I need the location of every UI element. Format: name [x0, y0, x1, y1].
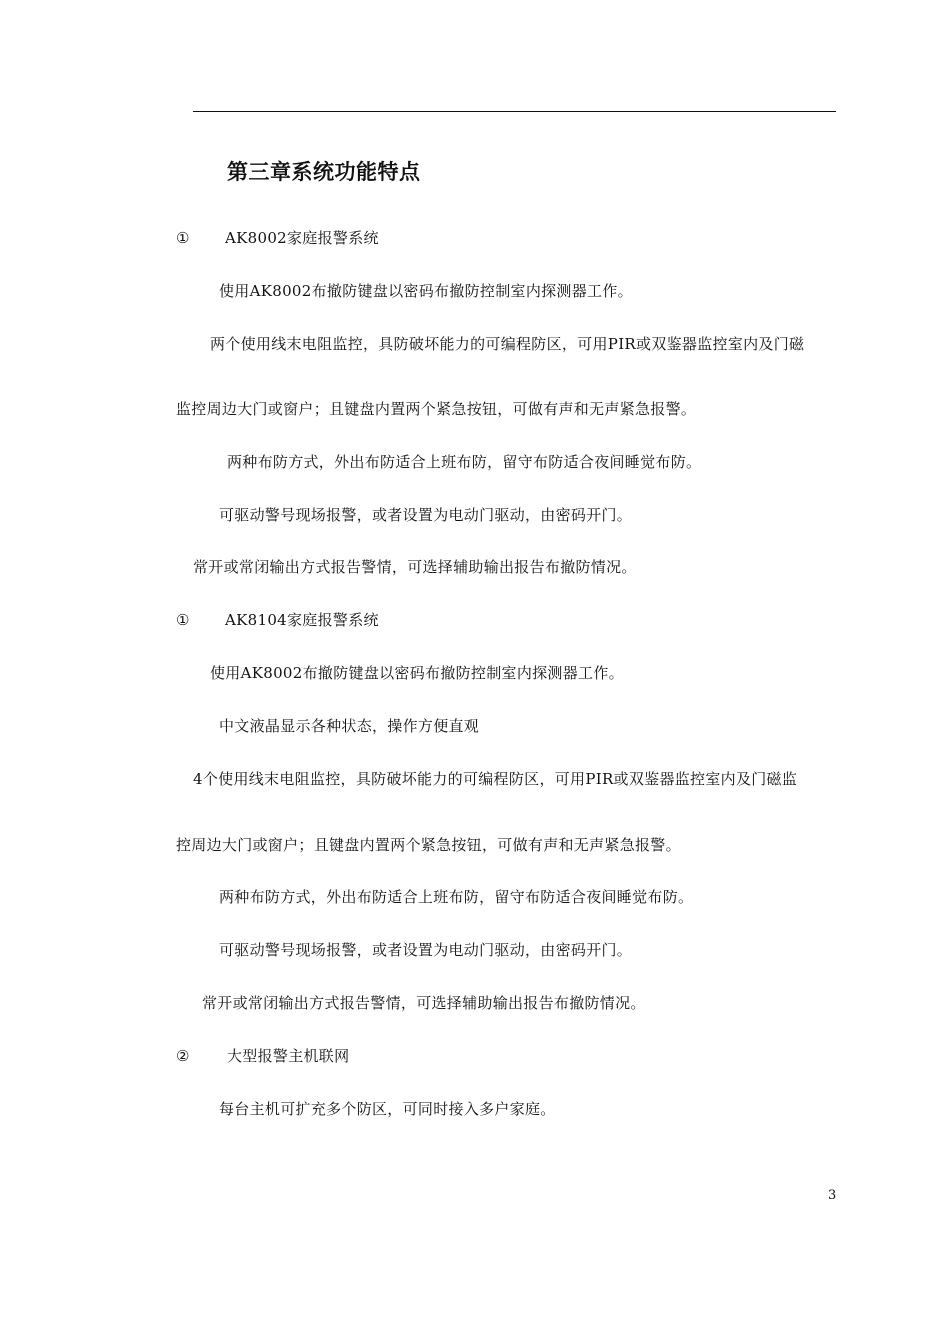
paragraph-line: 常开或常闭输出方式报告警情，可选择辅助输出报告布撤防情况。	[202, 994, 646, 1012]
paragraph-line: 两个使用线末电阻监控，具防破坏能力的可编程防区，可用PIR或双鉴器监控室内及门磁	[210, 335, 805, 353]
section-marker: ①	[176, 229, 190, 247]
paragraph-line: 控周边大门或窗户；且键盘内置两个紧急按钮，可做有声和无声紧急报警。	[176, 836, 681, 854]
section-heading: AK8002家庭报警系统	[225, 229, 379, 247]
section-marker: ②	[176, 1047, 190, 1065]
paragraph-line: 监控周边大门或窗户；且键盘内置两个紧急按钮，可做有声和无声紧急报警。	[176, 400, 697, 418]
section-heading: 大型报警主机联网	[227, 1047, 350, 1065]
paragraph-line: 两种布防方式，外出布防适合上班布防，留守布防适合夜间睡觉布防。	[227, 453, 702, 471]
paragraph-line: 使用AK8002布撤防键盘以密码布撤防控制室内探测器工作。	[219, 282, 633, 300]
page-number: 3	[828, 1188, 837, 1203]
paragraph-line: 可驱动警号现场报警，或者设置为电动门驱动，由密码开门。	[219, 941, 633, 959]
paragraph-line: 中文液晶显示各种状态，操作方便直观	[219, 717, 480, 735]
header-rule	[193, 111, 836, 112]
paragraph-line: 常开或常闭输出方式报告警情，可选择辅助输出报告布撤防情况。	[193, 558, 637, 576]
paragraph-line: 两种布防方式，外出布防适合上班布防，留守布防适合夜间睡觉布防。	[219, 888, 694, 906]
paragraph-line: 4个使用线末电阻监控，具防破坏能力的可编程防区，可用PIR或双鉴器监控室内及门磁监	[193, 770, 798, 788]
paragraph-line: 每台主机可扩充多个防区，可同时接入多户家庭。	[219, 1100, 556, 1118]
section-marker: ①	[176, 611, 190, 629]
section-heading: AK8104家庭报警系统	[225, 611, 379, 629]
chapter-title: 第三章系统功能特点	[227, 160, 421, 184]
paragraph-line: 可驱动警号现场报警，或者设置为电动门驱动，由密码开门。	[219, 506, 633, 524]
paragraph-line: 使用AK8002布撤防键盘以密码布撤防控制室内探测器工作。	[210, 664, 624, 682]
